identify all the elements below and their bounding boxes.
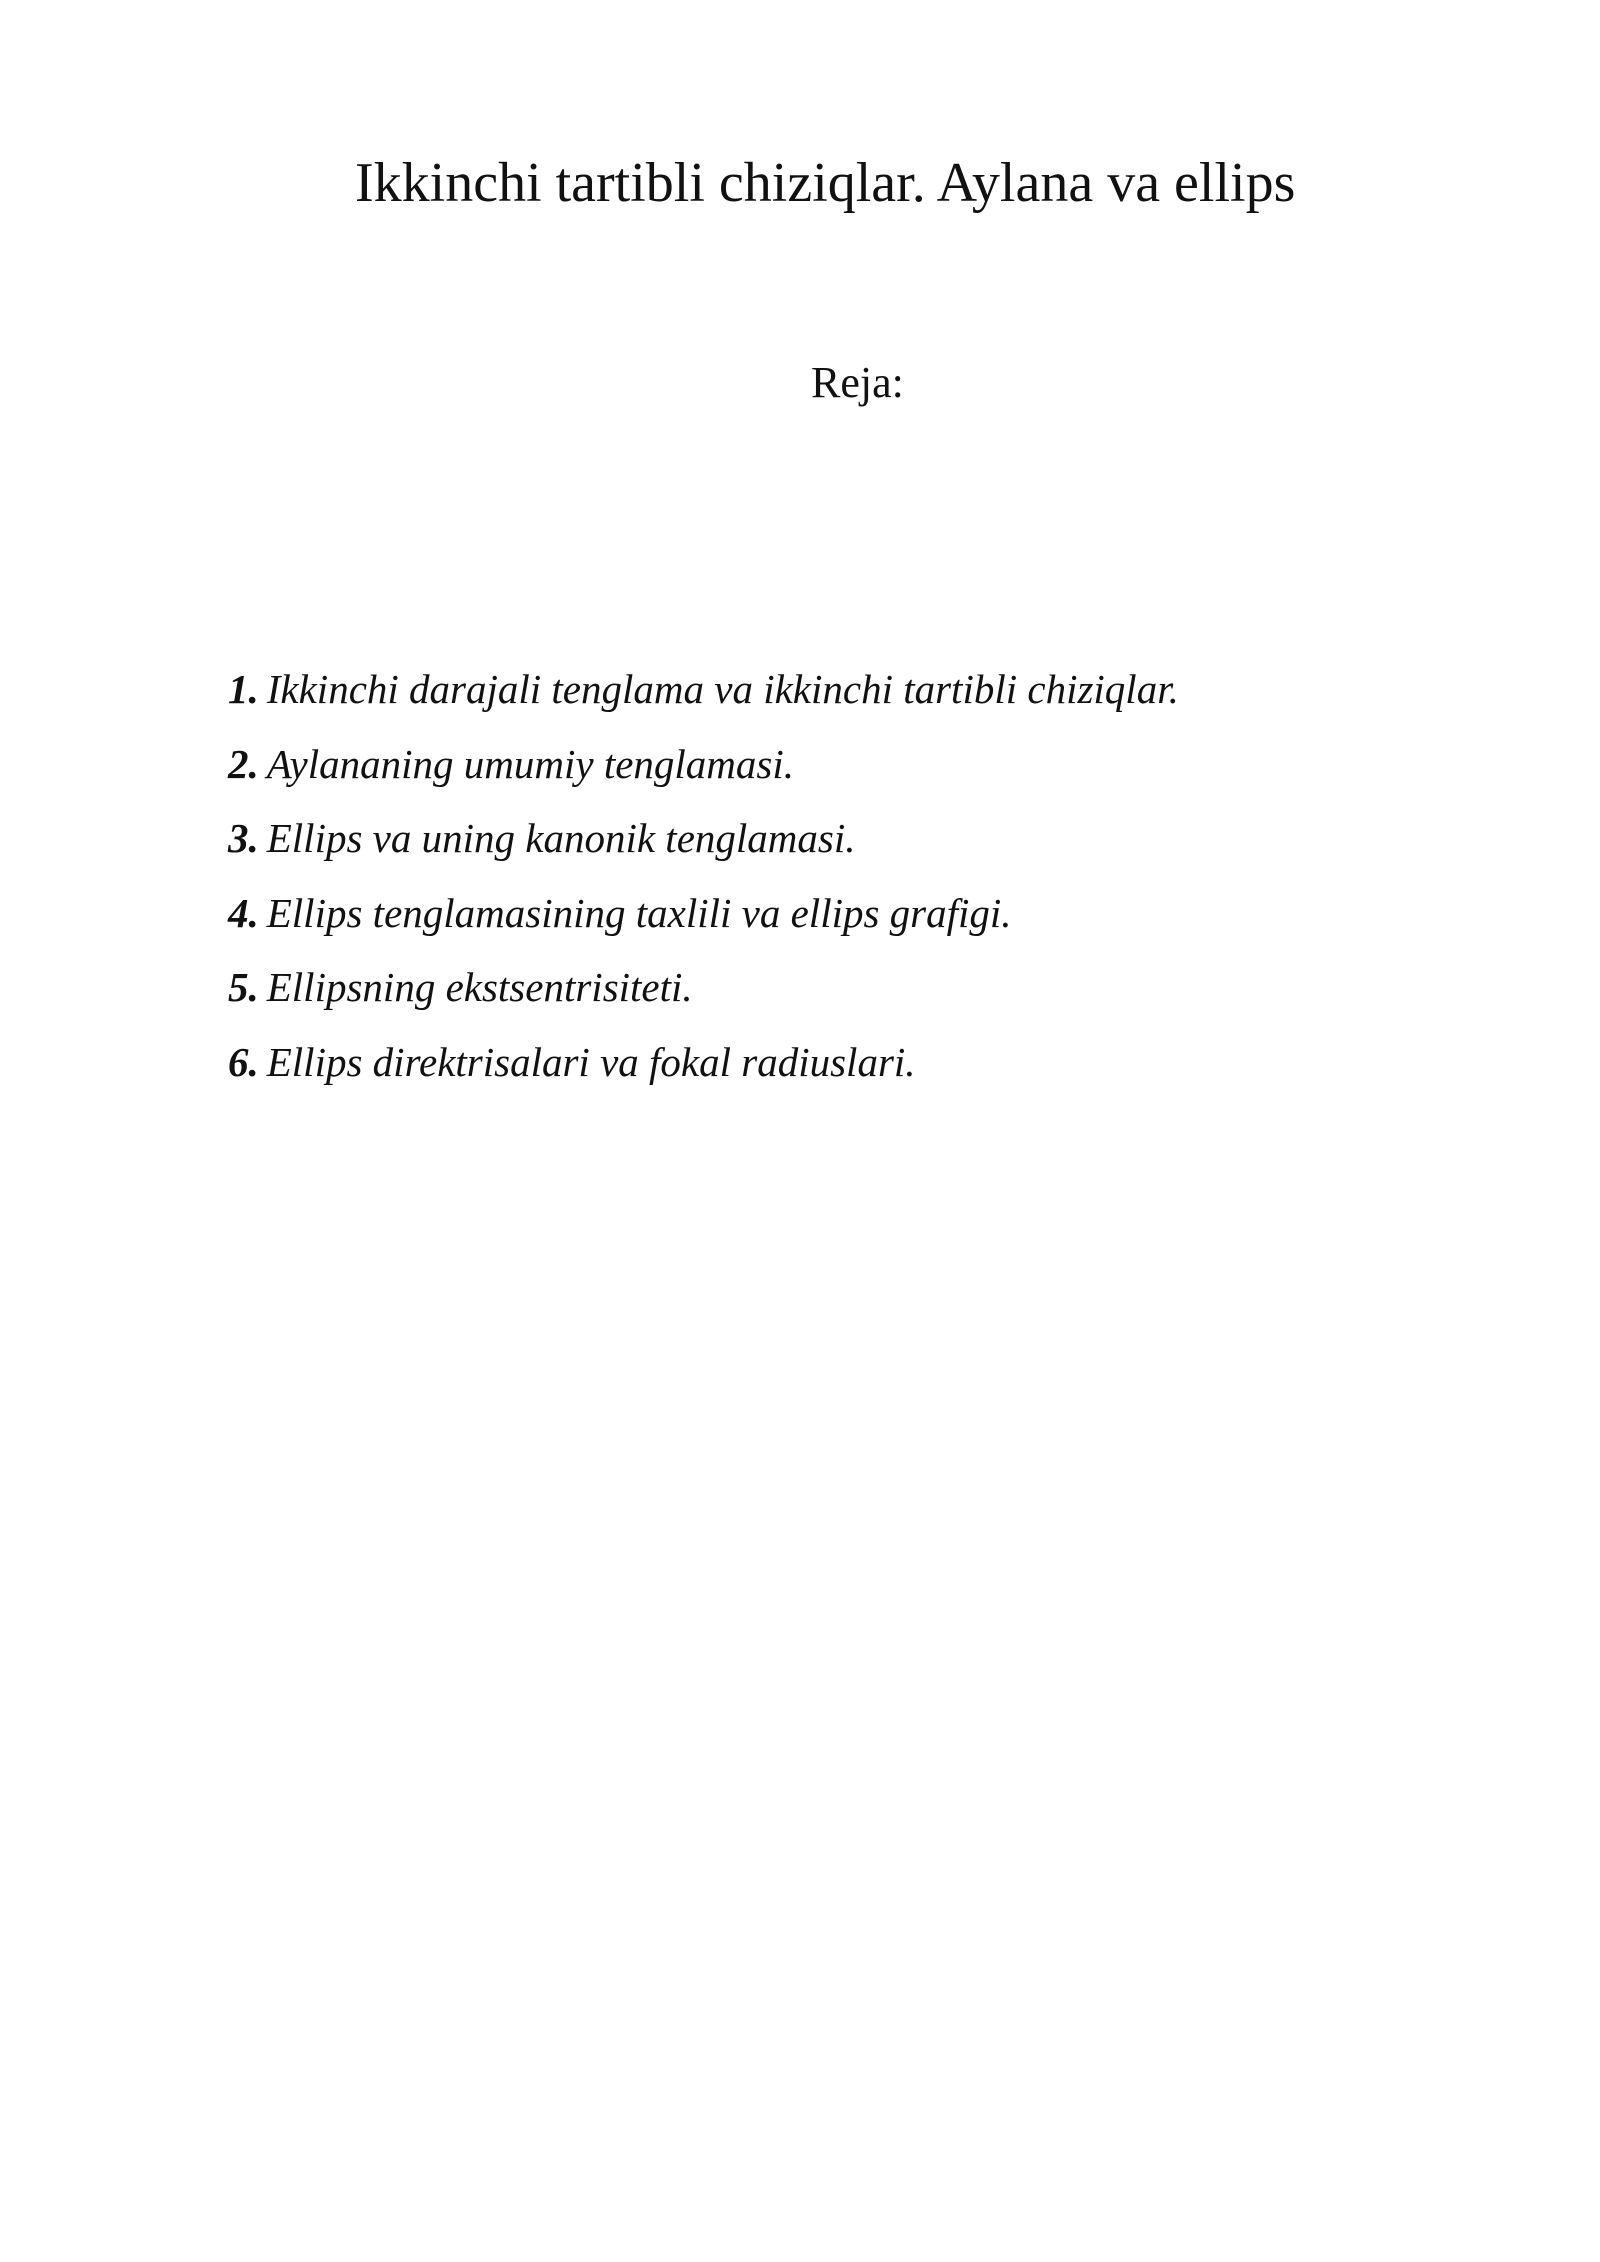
plan-item-text: Aylananing umumiy tenglamasi. <box>266 740 795 787</box>
plan-item-number: 3. <box>228 815 259 861</box>
plan-item-6 <box>228 1038 1179 1113</box>
plan-list <box>228 665 1179 1112</box>
plan-item-5 <box>228 963 1179 1038</box>
plan-item-text: Ikkinchi darajali tenglama va ikkinchi tartibli chiziqlar. <box>266 666 1179 712</box>
document-title: Ikkinchi tartibli chiziqlar. Aylana va ellips <box>355 152 1296 214</box>
plan-item-4 <box>228 889 1179 964</box>
plan-item-3 <box>228 814 1179 889</box>
plan-item-text: Ellips va uning kanonik tenglamasi. <box>266 815 856 861</box>
plan-item-number: 4. <box>228 889 259 936</box>
plan-item-1 <box>228 665 1179 740</box>
plan-item-number: 1. <box>228 666 259 712</box>
plan-item-text: Ellips tenglamasining taxlili va ellips grafigi. <box>266 889 1012 936</box>
plan-item-number: 6. <box>228 1038 259 1085</box>
plan-item-text: Ellipsning ekstsentrisiteti. <box>266 964 693 1010</box>
plan-item-2 <box>228 740 1179 815</box>
plan-item-number: 5. <box>228 964 259 1010</box>
plan-item-text: Ellips direktrisalari va fokal radiuslari. <box>266 1038 916 1085</box>
plan-item-number: 2. <box>228 740 259 787</box>
plan-heading: Reja: <box>811 358 904 407</box>
